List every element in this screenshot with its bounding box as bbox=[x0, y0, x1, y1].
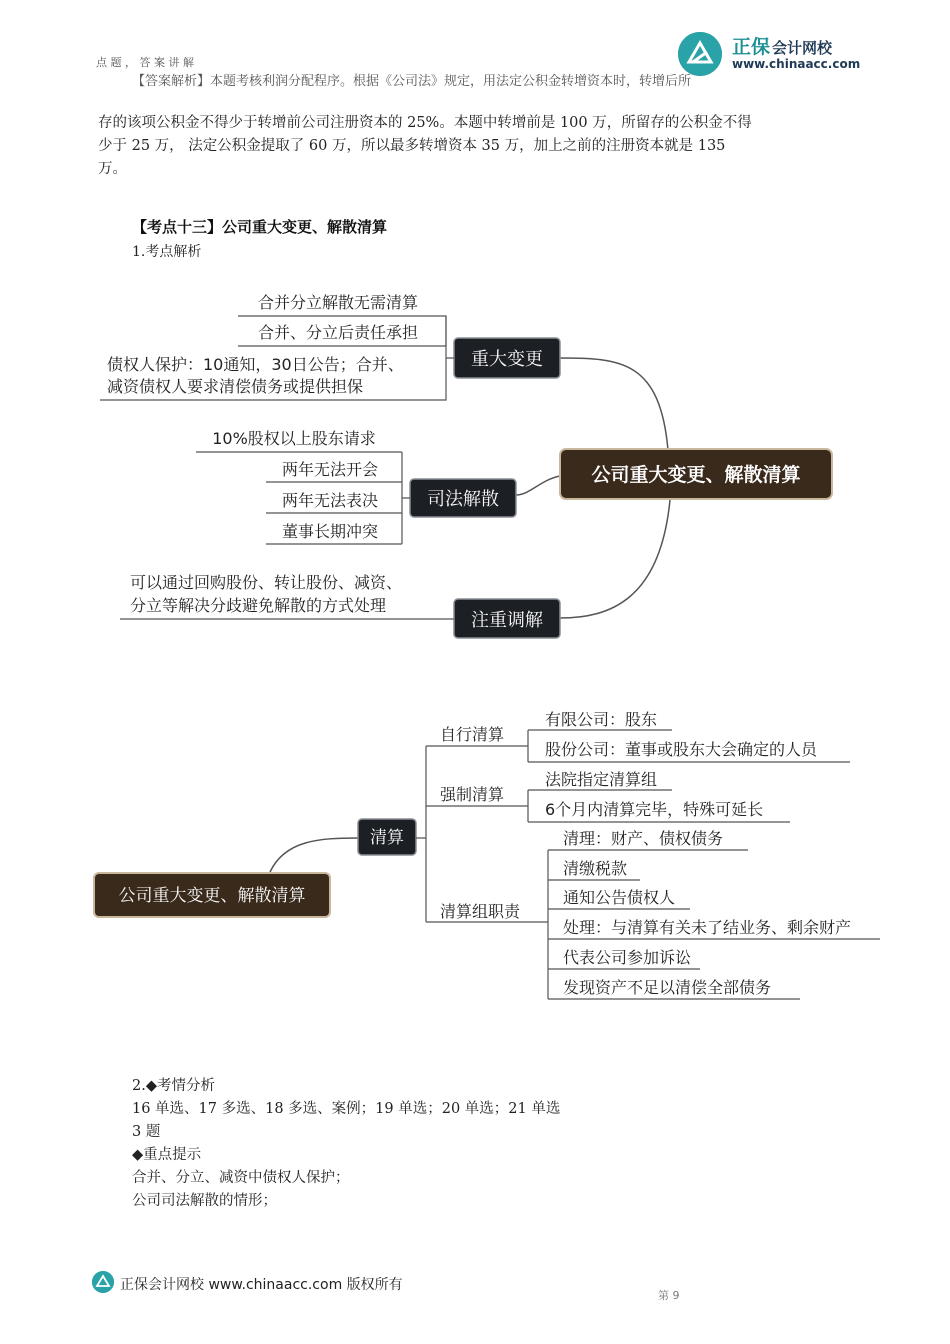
footer-copyright: 正保会计网校 www.chinaacc.com 版权所有 bbox=[120, 1277, 403, 1293]
page-number: 第 9 bbox=[658, 1289, 680, 1302]
branch-item: 董事长期冲突 bbox=[281, 522, 379, 541]
analysis-line: 16 单选、17 多选、18 多选、案例；19 单选；20 单选；21 单选 bbox=[132, 1101, 561, 1117]
connector bbox=[560, 358, 668, 450]
branch-label: 自行清算 bbox=[440, 725, 505, 744]
analysis-title: 2.◆考情分析 bbox=[132, 1078, 215, 1094]
branch-item: 股份公司：董事或股东大会确定的人员 bbox=[545, 740, 818, 759]
mindmap1-center-label: 公司重大变更、解散清算 bbox=[591, 464, 801, 486]
section-heading: 【考点十三】公司重大变更、解散清算 bbox=[132, 218, 388, 236]
mindmap-2 bbox=[94, 710, 880, 999]
logo-url: www.chinaacc.com bbox=[732, 57, 861, 71]
branch-item: 10%股权以上股东请求 bbox=[212, 429, 376, 448]
branch-item: 两年无法表决 bbox=[281, 491, 379, 510]
branch-item: 有限公司：股东 bbox=[545, 710, 658, 729]
intro-line: 存的该项公积金不得少于转增前公司注册资本的 25%。本题中转增前是 100 万，所留存的公积金不得 bbox=[98, 115, 752, 131]
section-subheading: 1.考点解析 bbox=[132, 244, 202, 260]
tips-title: ◆重点提示 bbox=[132, 1147, 202, 1163]
branch-label: 强制清算 bbox=[440, 785, 505, 804]
branch-label: 重大变更 bbox=[471, 349, 543, 370]
branch-item: 清缴税款 bbox=[563, 859, 628, 878]
connector bbox=[270, 838, 358, 872]
branch-label: 注重调解 bbox=[471, 610, 543, 631]
branch-item: 通知公告债权人 bbox=[563, 888, 676, 907]
connector bbox=[402, 452, 410, 544]
intro-line: 少于 25 万， 法定公积金提取了 60 万，所以最多转增资本 35 万，加上之前的注册资本就是 135 bbox=[98, 138, 726, 154]
mindmap2-root-label: 公司重大变更、解散清算 bbox=[118, 886, 306, 906]
branch-item: 债权人保护：10通知，30日公告；合并、 bbox=[107, 355, 404, 374]
branch-item: 减资债权人要求清偿债务或提供担保 bbox=[107, 377, 364, 396]
analysis-line: 3 题 bbox=[132, 1124, 161, 1140]
mindmap-1 bbox=[100, 293, 832, 638]
connector bbox=[416, 746, 534, 922]
logo-title-sub: 会计网校 bbox=[772, 39, 833, 57]
branch-item: 6个月内清算完毕，特殊可延长 bbox=[545, 800, 764, 819]
branch-item: 可以通过回购股份、转让股份、减资、 bbox=[130, 573, 403, 592]
footer-logo-icon bbox=[92, 1271, 114, 1293]
branch-item: 处理：与清算有关未了结业务、剩余财产 bbox=[563, 918, 852, 937]
cut-line-text-inner: 【答案解析】本题考核利润分配程序。根据《公司法》规定，用法定公积金转增资本时，转增后所 bbox=[132, 74, 692, 89]
branch-label: 清算组职责 bbox=[440, 902, 521, 921]
intro-line: 万。 bbox=[98, 161, 127, 177]
tip-item: 合并、分立、减资中债权人保护； bbox=[132, 1170, 350, 1186]
branch-item: 两年无法开会 bbox=[281, 460, 379, 479]
cut-top-text: 点 题 ， 答 案 讲 解 bbox=[96, 56, 194, 69]
branch-item: 发现资产不足以清偿全部债务 bbox=[563, 978, 772, 997]
branch-item: 法院指定清算组 bbox=[545, 770, 658, 789]
branch-item: 合并、分立后责任承担 bbox=[257, 323, 419, 342]
tip-item: 公司司法解散的情形； bbox=[132, 1193, 277, 1209]
branch-item: 分立等解决分歧避免解散的方式处理 bbox=[130, 596, 387, 615]
connector bbox=[516, 476, 560, 495]
branch-item: 合并分立解散无需清算 bbox=[257, 293, 419, 312]
branch-label: 司法解散 bbox=[427, 489, 499, 510]
logo-title-main: 正保 bbox=[732, 36, 771, 58]
mindmap2-node-label: 清算 bbox=[370, 828, 404, 848]
exam-analysis bbox=[132, 1075, 560, 1213]
connector bbox=[560, 500, 670, 618]
branch-item: 清理：财产、债权债务 bbox=[563, 829, 724, 848]
branch-item: 代表公司参加诉讼 bbox=[563, 948, 692, 967]
